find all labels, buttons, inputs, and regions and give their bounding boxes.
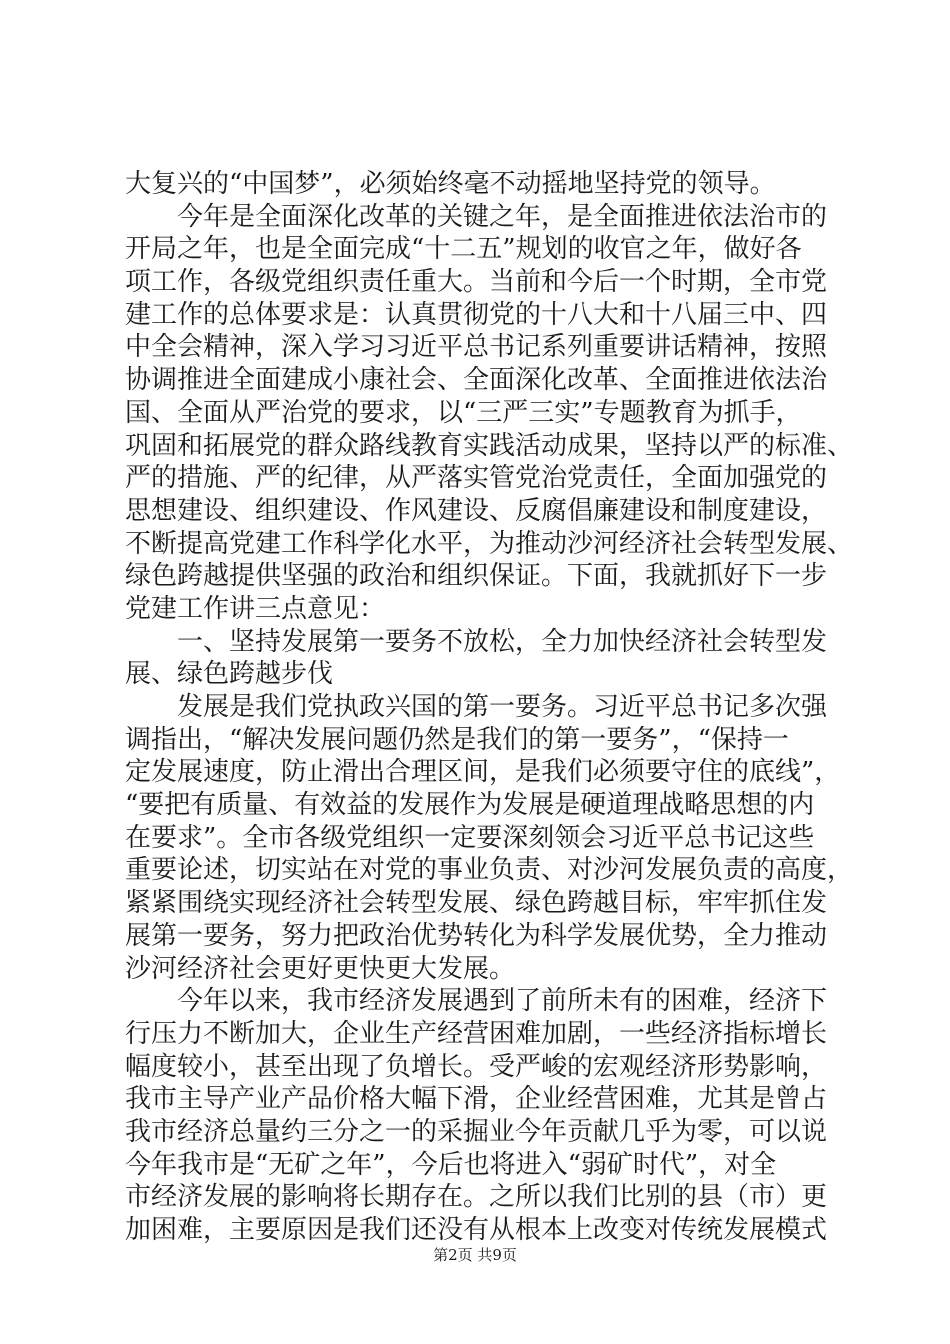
text-line: 国、全面从严治党的要求，以“三严三实”专题教育为抓手， [125,397,802,428]
text-line: 开局之年，也是全面完成“十二五”规划的收官之年，做好各 [125,234,802,265]
text-line: 重要论述，切实站在对党的事业负责、对沙河发展负责的高度， [125,855,854,886]
text-line: 中全会精神，深入学习习近平总书记系列重要讲话精神，按照 [125,332,828,363]
text-line: 发展是我们党执政兴国的第一要务。习近平总书记多次强 [125,692,828,722]
text-line: 我市主导产业产品价格大幅下滑，企业经营困难，尤其是曾占 [125,1084,828,1115]
text-line: 紧紧围绕实现经济社会转型发展、绿色跨越目标，牢牢抓住发 [125,888,828,919]
text-line: 思想建设、组织建设、作风建设、反腐倡廉建设和制度建设， [125,495,828,526]
text-line: 展第一要务，努力把政治优势转化为科学发展优势，全力推动 [125,920,828,951]
section-heading-line: 展、绿色跨越步伐 [125,659,334,690]
text-line: 绿色跨越提供坚强的政治和组织保证。下面，我就抓好下一步 [125,561,828,592]
text-line: 不断提高党建工作科学化水平，为推动沙河经济社会转型发展、 [125,528,854,559]
text-line: 市经济发展的影响将长期存在。之所以我们比别的县（市）更 [125,1182,828,1213]
text-line: 我市经济总量约三分之一的采掘业今年贡献几乎为零，可以说 [125,1116,828,1147]
text-line: 党建工作讲三点意见： [125,593,386,624]
body-text [125,168,854,1247]
text-line: 加困难，主要原因是我们还没有从根本上改变对传统发展模式 [125,1215,828,1245]
text-line: 定发展速度，防止滑出合理区间，是我们必须要守住的底线”， [125,757,841,788]
text-line: 项工作，各级党组织责任重大。当前和今后一个时期，全市党 [125,267,828,298]
page-number-footer: 第2页 共9页 [433,1246,517,1264]
text-line: 调指出，“解决发展问题仍然是我们的第一要务”，“保持一 [125,724,789,755]
text-line: 今年以来，我市经济发展遇到了前所未有的困难，经济下 [125,986,828,1017]
section-heading-line: 一、坚持发展第一要务不放松，全力加快经济社会转型发 [125,626,828,657]
text-line: 建工作的总体要求是：认真贯彻党的十八大和十八届三中、四 [125,299,828,330]
text-line: 严的措施、严的纪律，从严落实管党治党责任，全面加强党的 [125,463,828,494]
text-line: 巩固和拓展党的群众路线教育实践活动成果，坚持以严的标准、 [125,430,854,461]
text-line: 协调推进全面建成小康社会、全面深化改革、全面推进依法治 [125,365,828,396]
text-line: 行压力不断加大，企业生产经营困难加剧，一些经济指标增长 [125,1018,828,1049]
text-line: 幅度较小，甚至出现了负增长。受严峻的宏观经济形势影响， [125,1051,828,1082]
text-line: 今年我市是“无矿之年”，今后也将进入“弱矿时代”，对全 [125,1149,777,1180]
text-line: 今年是全面深化改革的关键之年，是全面推进依法治市的 [125,201,828,232]
text-line: “要把有质量、有效益的发展作为发展是硬道理战略思想的内 [125,790,815,821]
text-line: 沙河经济社会更好更快更大发展。 [125,953,516,984]
text-line: 大复兴的“中国梦”，必须始终毫不动摇地坚持党的领导。 [125,169,776,199]
text-line: 在要求”。全市各级党组织一定要深刻领会习近平总书记这些 [125,822,815,853]
